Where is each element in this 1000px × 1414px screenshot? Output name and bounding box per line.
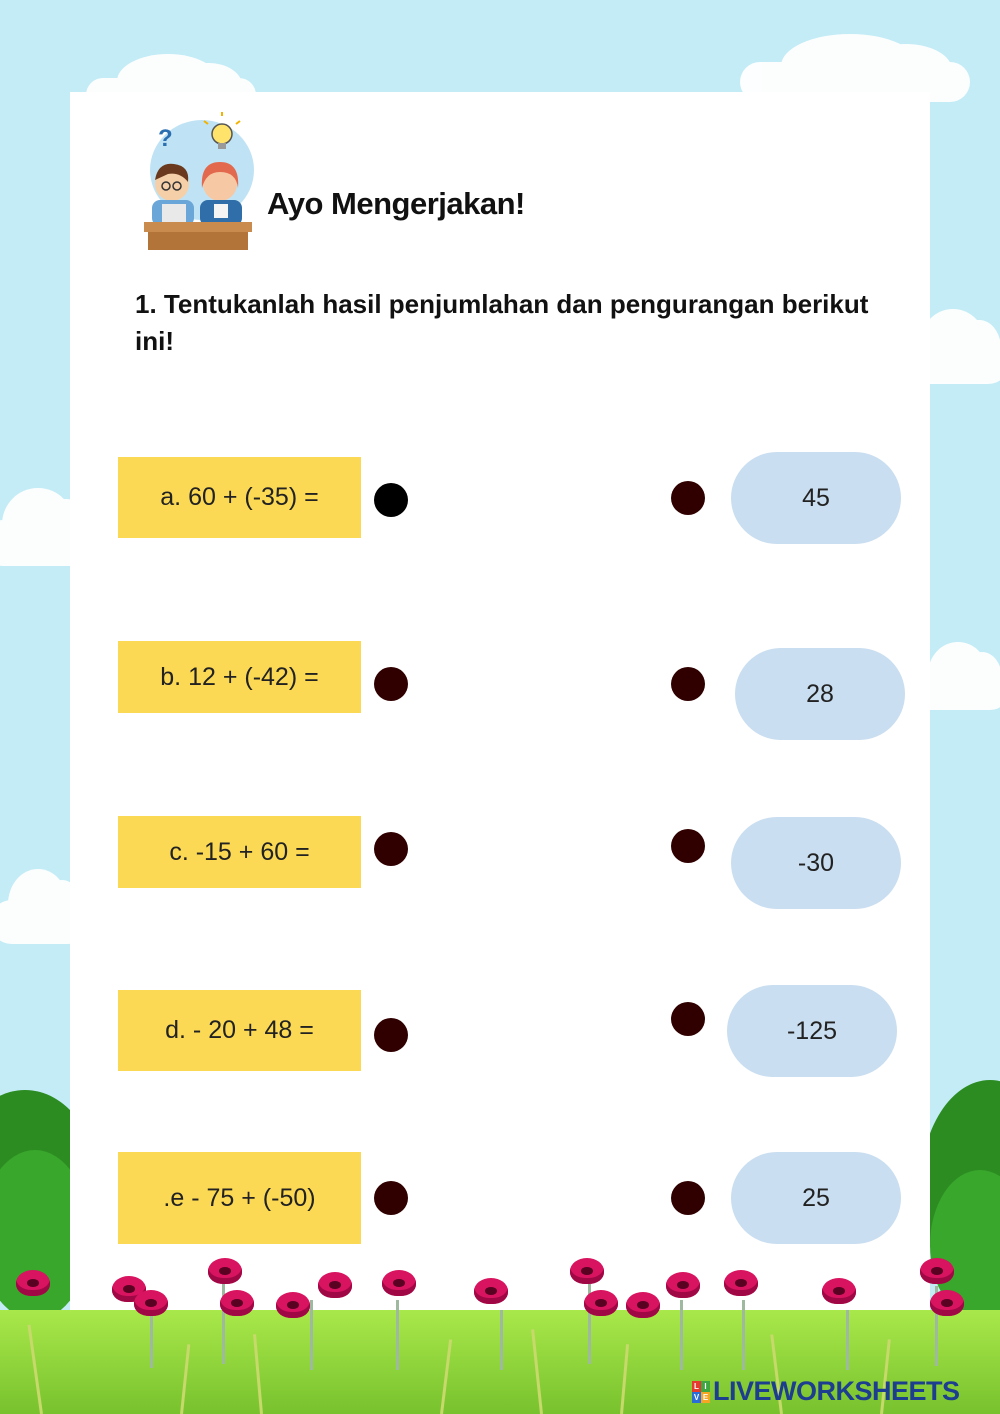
- flower-icon: [134, 1290, 168, 1316]
- left-connector-dot-b[interactable]: [374, 667, 408, 701]
- answer-item-1: 45: [731, 452, 901, 544]
- right-connector-dot-1[interactable]: [671, 481, 705, 515]
- left-connector-dot-c[interactable]: [374, 832, 408, 866]
- answer-item-4: -125: [727, 985, 897, 1077]
- flower-icon: [16, 1270, 50, 1296]
- liveworksheets-logo-icon: L I V E: [693, 1381, 709, 1402]
- left-connector-dot-d[interactable]: [374, 1018, 408, 1052]
- flower-icon: [822, 1278, 856, 1304]
- flower-icon: [276, 1292, 310, 1318]
- answer-item-5: 25: [731, 1152, 901, 1244]
- answer-item-2: 28: [735, 648, 905, 740]
- flower-icon: [318, 1272, 352, 1298]
- question-instruction: 1. Tentukanlah hasil penjumlahan dan pengurangan berikut ini!: [135, 289, 869, 356]
- flower-icon: [220, 1290, 254, 1316]
- flower-icon: [382, 1270, 416, 1296]
- question-item-a: a. 60 + (-35) =: [118, 457, 361, 538]
- logo-text: LIVEWORKSHEETS: [713, 1376, 960, 1406]
- flower-icon: [920, 1258, 954, 1284]
- flower-icon: [930, 1290, 964, 1316]
- right-connector-dot-3[interactable]: [671, 829, 705, 863]
- answer-item-3: -30: [731, 817, 901, 909]
- flower-stem: [742, 1300, 745, 1370]
- question-item-b: b. 12 + (-42) =: [118, 641, 361, 713]
- page-title: Ayo Mengerjakan!: [267, 186, 525, 221]
- flower-icon: [570, 1258, 604, 1284]
- question-item-e: .e - 75 + (-50): [118, 1152, 361, 1244]
- liveworksheets-logo: [692, 1376, 960, 1407]
- flower-stem: [310, 1300, 313, 1370]
- flower-stem: [150, 1308, 153, 1368]
- flower-icon: [208, 1258, 242, 1284]
- left-connector-dot-a[interactable]: [374, 483, 408, 517]
- flower-icon: [666, 1272, 700, 1298]
- svg-text:?: ?: [158, 125, 173, 152]
- flower-stem: [396, 1300, 399, 1370]
- flower-icon: [626, 1292, 660, 1318]
- flower-stem: [846, 1310, 849, 1370]
- students-thinking-icon: [140, 112, 256, 252]
- right-connector-dot-5[interactable]: [671, 1181, 705, 1215]
- question-item-c: c. -15 + 60 =: [118, 816, 361, 888]
- flower-icon: [474, 1278, 508, 1304]
- flower-icon: [724, 1270, 758, 1296]
- right-connector-dot-2[interactable]: [671, 667, 705, 701]
- flower-stem: [680, 1300, 683, 1370]
- flower-stem: [500, 1310, 503, 1370]
- question-item-d: d. - 20 + 48 =: [118, 990, 361, 1071]
- flower-icon: [584, 1290, 618, 1316]
- left-connector-dot-e[interactable]: [374, 1181, 408, 1215]
- right-connector-dot-4[interactable]: [671, 1002, 705, 1036]
